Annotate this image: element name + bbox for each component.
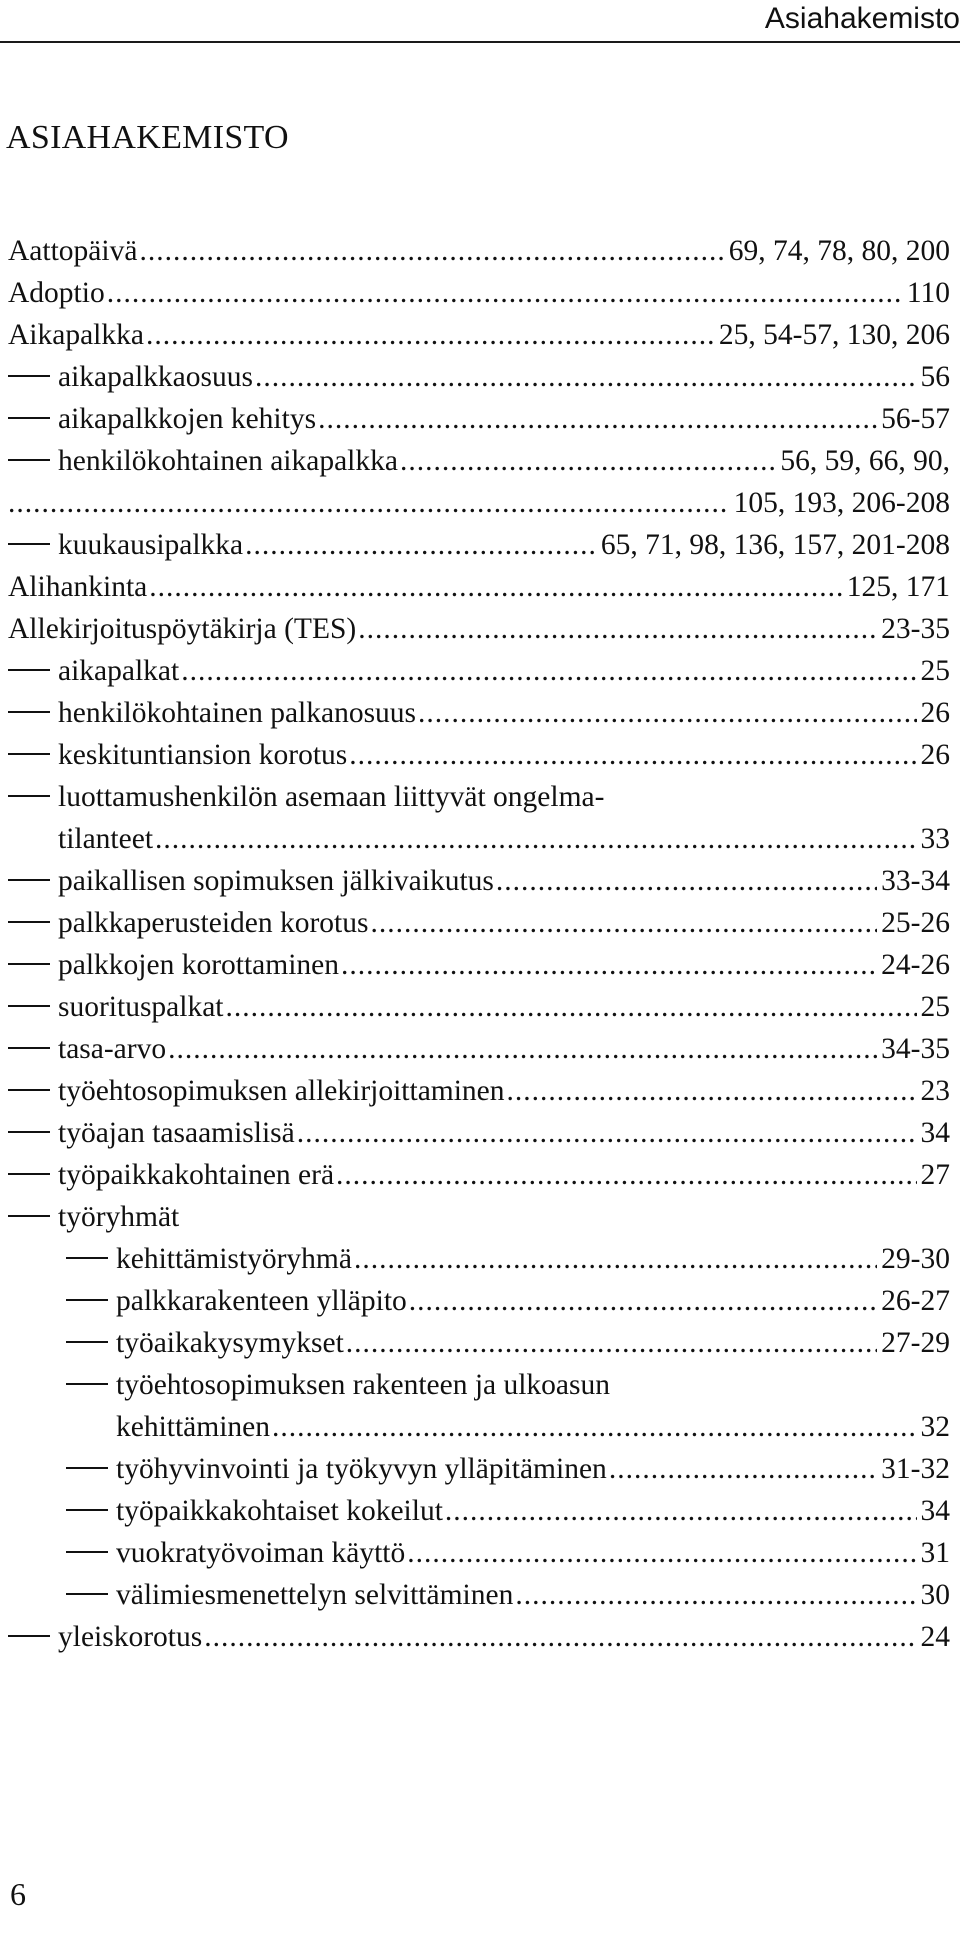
index-list [8, 230, 950, 1658]
entry-pages: 56, 59, 66, 90, [780, 445, 950, 477]
subentry-dash [8, 417, 50, 419]
dot-leader [358, 608, 877, 650]
entry-pages: 31 [920, 1537, 950, 1569]
dot-leader [609, 1448, 877, 1490]
entry-term: palkkaperusteiden korotus [58, 907, 369, 939]
subentry-dash [8, 669, 50, 671]
dot-leader [8, 482, 730, 524]
index-entry-continuation [8, 482, 950, 524]
dot-leader [407, 1532, 916, 1574]
index-subentry [8, 902, 950, 944]
index-subsubentry [8, 1364, 950, 1406]
entry-term: työehtosopimuksen rakenteen ja ulkoasun [116, 1369, 611, 1401]
entry-pages: 24 [920, 1621, 950, 1653]
index-subentry [8, 860, 950, 902]
entry-term: Allekirjoituspöytäkirja (TES) [8, 613, 357, 645]
dot-leader [349, 734, 916, 776]
entry-term: Alihankinta [8, 571, 148, 603]
dot-leader [245, 524, 597, 566]
dot-leader [226, 986, 917, 1028]
dot-leader [400, 440, 776, 482]
dot-leader [418, 692, 916, 734]
index-subentry [8, 1028, 950, 1070]
entry-term: aikapalkkaosuus [58, 361, 253, 393]
index-entry [8, 608, 950, 650]
dot-leader [354, 1238, 877, 1280]
entry-pages: 125, 171 [846, 571, 950, 603]
entry-pages: 69, 74, 78, 80, 200 [728, 235, 950, 267]
dot-leader [204, 1616, 916, 1658]
index-entry [8, 314, 950, 356]
dot-leader [318, 398, 877, 440]
dot-leader [346, 1322, 877, 1364]
index-subentry [8, 1154, 950, 1196]
entry-pages: 33 [920, 823, 950, 855]
subentry-dash [66, 1341, 108, 1343]
entry-pages: 27-29 [881, 1327, 950, 1359]
index-subentry [8, 776, 950, 818]
dot-leader [168, 1028, 877, 1070]
subentry-dash [66, 1593, 108, 1595]
index-subentry [8, 440, 950, 482]
entry-pages: 32 [920, 1411, 950, 1443]
entry-term: suorituspalkat [58, 991, 224, 1023]
entry-pages: 30 [920, 1579, 950, 1611]
entry-pages: 23 [920, 1075, 950, 1107]
entry-term: työhyvinvointi ja työkyvyn ylläpitäminen [116, 1453, 607, 1485]
entry-term: työryhmät [58, 1201, 180, 1233]
dot-leader [255, 356, 917, 398]
entry-term: tilanteet [58, 823, 154, 855]
entry-term: Aattopäivä [8, 235, 138, 267]
entry-pages: 25 [920, 655, 950, 687]
dot-leader [341, 944, 877, 986]
entry-pages: 26 [920, 697, 950, 729]
dot-leader [139, 230, 724, 272]
header-rule [0, 41, 960, 43]
index-entry [8, 566, 950, 608]
subentry-dash [8, 711, 50, 713]
entry-pages: 27 [920, 1159, 950, 1191]
entry-term: kuukausipalkka [58, 529, 244, 561]
dot-leader [496, 860, 877, 902]
subentry-dash [8, 753, 50, 755]
entry-pages: 29-30 [881, 1243, 950, 1275]
entry-term: henkilökohtainen palkanosuus [58, 697, 417, 729]
subentry-dash [66, 1467, 108, 1469]
entry-pages: 26 [920, 739, 950, 771]
dot-leader [445, 1490, 917, 1532]
index-subentry [8, 398, 950, 440]
dot-leader [297, 1112, 917, 1154]
entry-term: tasa-arvo [58, 1033, 167, 1065]
subentry-dash [8, 375, 50, 377]
subentry-dash [8, 963, 50, 965]
subentry-dash [8, 879, 50, 881]
entry-term: palkkarakenteen ylläpito [116, 1285, 407, 1317]
index-subentry-continuation [8, 818, 950, 860]
subentry-dash [8, 1005, 50, 1007]
running-header: Asiahakemisto [764, 2, 960, 35]
subentry-dash [66, 1299, 108, 1301]
dot-leader [107, 272, 903, 314]
entry-pages: 31-32 [881, 1453, 950, 1485]
index-subsubentry [8, 1532, 950, 1574]
entry-term: yleiskorotus [58, 1621, 203, 1653]
page-title: ASIAHAKEMISTO [6, 119, 289, 156]
dot-leader [146, 314, 715, 356]
index-subentry [8, 650, 950, 692]
entry-pages: 34-35 [881, 1033, 950, 1065]
dot-leader [149, 566, 842, 608]
entry-term: työpaikkakohtaiset kokeilut [116, 1495, 443, 1527]
entry-pages: 56-57 [881, 403, 950, 435]
index-subentry [8, 944, 950, 986]
entry-term: kehittäminen [116, 1411, 271, 1443]
entry-pages: 25, 54-57, 130, 206 [718, 319, 950, 351]
dot-leader [409, 1280, 877, 1322]
subentry-dash [8, 1089, 50, 1091]
entry-term: aikapalkkojen kehitys [58, 403, 317, 435]
entry-term: keskituntiansion korotus [58, 739, 348, 771]
index-subentry [8, 1616, 950, 1658]
index-subsubentry-continuation [8, 1406, 950, 1448]
entry-term: työaikakysymykset [116, 1327, 344, 1359]
index-subentry [8, 1070, 950, 1112]
index-subsubentry [8, 1280, 950, 1322]
subentry-dash [8, 795, 50, 797]
index-subsubentry [8, 1490, 950, 1532]
index-subentry [8, 986, 950, 1028]
entry-pages: 34 [920, 1117, 950, 1149]
index-subentry [8, 524, 950, 566]
index-subentry [8, 1196, 950, 1238]
subentry-dash [8, 1215, 50, 1217]
subentry-dash [8, 1047, 50, 1049]
subentry-dash [8, 543, 50, 545]
entry-term: työajan tasaamislisä [58, 1117, 295, 1149]
entry-pages: 65, 71, 98, 136, 157, 201-208 [600, 529, 950, 561]
index-subsubentry [8, 1238, 950, 1280]
index-subentry [8, 356, 950, 398]
subentry-dash [8, 1635, 50, 1637]
index-subentry [8, 692, 950, 734]
entry-term: henkilökohtainen aikapalkka [58, 445, 398, 477]
entry-pages: 24-26 [881, 949, 950, 981]
subentry-dash [8, 459, 50, 461]
subentry-dash [66, 1509, 108, 1511]
entry-term: paikallisen sopimuksen jälkivaikutus [58, 865, 494, 897]
dot-leader [181, 650, 916, 692]
dot-leader [336, 1154, 916, 1196]
entry-term: kehittämistyöryhmä [116, 1243, 352, 1275]
index-entry [8, 230, 950, 272]
entry-pages: 34 [920, 1495, 950, 1527]
entry-pages: 23-35 [881, 613, 950, 645]
entry-term: vuokratyövoiman käyttö [116, 1537, 406, 1569]
dot-leader [507, 1070, 917, 1112]
index-subentry [8, 734, 950, 776]
entry-pages: 25-26 [881, 907, 950, 939]
entry-term: työpaikkakohtainen erä [58, 1159, 335, 1191]
subentry-dash [66, 1257, 108, 1259]
index-subentry [8, 1112, 950, 1154]
entry-pages: 25 [920, 991, 950, 1023]
entry-term: luottamushenkilön asemaan liittyvät ongelma- [58, 781, 605, 813]
entry-term: Aikapalkka [8, 319, 144, 351]
page-number: 6 [10, 1876, 26, 1912]
index-subsubentry [8, 1574, 950, 1616]
entry-term: palkkojen korottaminen [58, 949, 339, 981]
dot-leader [515, 1574, 916, 1616]
subentry-dash [66, 1383, 108, 1385]
index-entry [8, 272, 950, 314]
entry-term: välimiesmenettelyn selvittäminen [116, 1579, 514, 1611]
entry-pages: 26-27 [881, 1285, 950, 1317]
entry-pages: 110 [906, 277, 950, 309]
entry-term: Adoptio [8, 277, 105, 309]
entry-pages: 56 [920, 361, 950, 393]
subentry-dash [8, 921, 50, 923]
entry-term: työehtosopimuksen allekirjoittaminen [58, 1075, 505, 1107]
index-subsubentry [8, 1322, 950, 1364]
subentry-dash [8, 1131, 50, 1133]
entry-pages: 105, 193, 206-208 [733, 487, 950, 519]
index-subsubentry [8, 1448, 950, 1490]
dot-leader [371, 902, 878, 944]
entry-pages: 33-34 [881, 865, 950, 897]
subentry-dash [66, 1551, 108, 1553]
subentry-dash [8, 1173, 50, 1175]
entry-term: aikapalkat [58, 655, 180, 687]
dot-leader [155, 818, 916, 860]
dot-leader [272, 1406, 916, 1448]
